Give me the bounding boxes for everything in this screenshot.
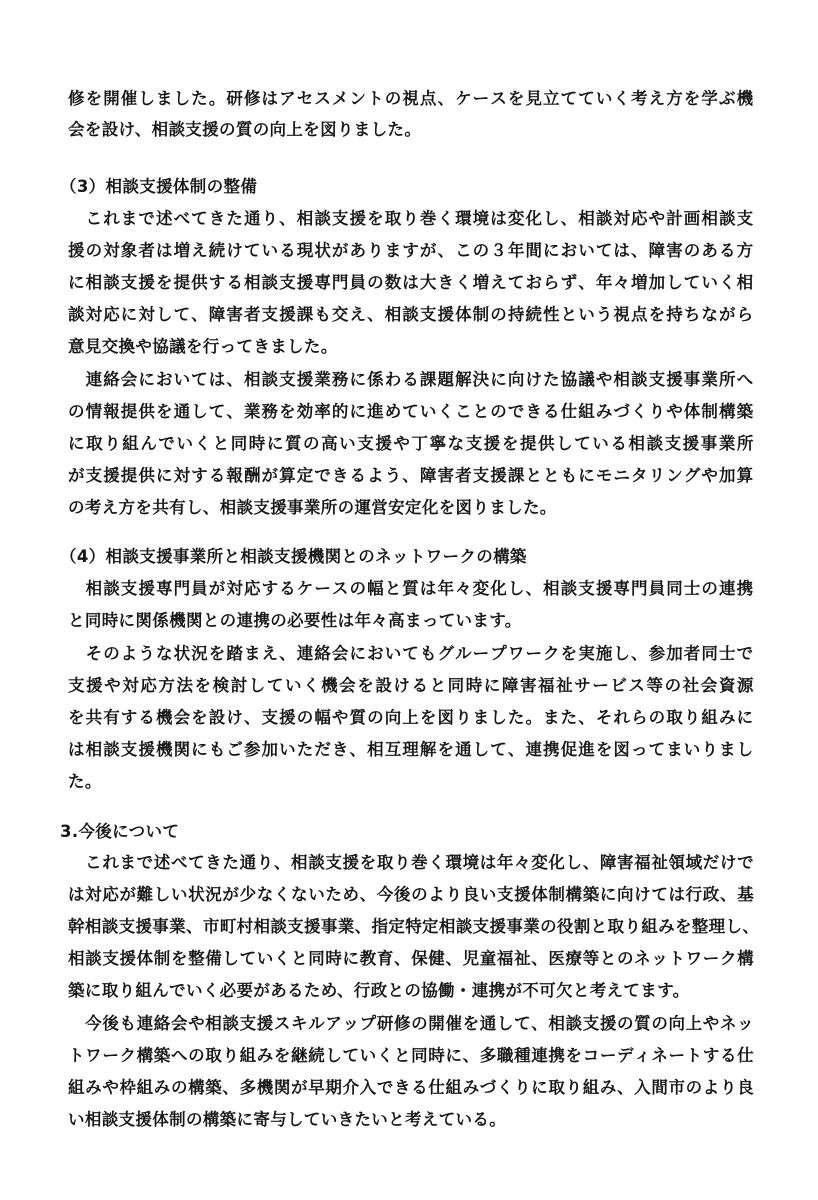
text-line: た。 [68,772,102,791]
text-line: 連 絡 会 に お い て は 、 相 談 支 援 業 務 に 係 わ る 課 題 解 決 に 向 け た 協 議 や 相 談 支 援 事 業 所 へ [85,370,754,389]
text-line: ト ワ ー ク 構 築 へ の 取 り 組 み を 継 続 し て い く と 同 時 に 、 多 職 種 連 携 を コ ー デ ィ ネ ー ト す る 仕 [68,1046,754,1065]
section-heading: （4）相談支援事業所と相談支援機関とのネットワークの構築 [60,547,527,566]
text-line: の 情 報 提 供 を 通 し て 、 業 務 を 効 率 的 に 進 め て い く こ と の で き る 仕 組 み づ く り や 体 制 構 築 [68,402,754,421]
text-line: 幹 相 談 支 援 事 業 、 市 町 村 相 談 支 援 事 業 、 指 定 特 定 相 談 支 援 事 業 の 役 割 と 取 り 組 み を 整 理 し 、 [68,917,760,936]
text-line: 相 談 支 援 体 制 を 整 備 し て い く と 同 時 に 教 育 、 保 健 、 児 童 福 祉 、 医 療 等 と の ネ ッ ト ワ ー ク 構 [68,949,754,968]
text-line: 築に取り組んでいく必要があるため、行政との協働・連携が不可欠と考えてます。 [68,981,690,1000]
section-heading: （3）相談支援体制の整備 [60,177,258,196]
text-line: 支 援 や 対 応 方 法 を 検 討 し て い く 機 会 を 設 け る と 同 時 に 障 害 福 祉 サ ー ビ ス 等 の 社 会 資 源 [68,676,754,695]
text-line: 援 の 対 象 者 は 増 え 続 け て い る 現 状 が あ り ま す が 、 こ の ３ 年 間 に お い て は 、 障 害 の あ る 方 [68,241,754,260]
section-heading: 3.今後について [60,822,180,841]
text-line: 談 対 応 に 対 し て 、 障 害 者 支 援 課 も 交 え 、 相 談 支 援 体 制 の 持 続 性 と い う 視 点 を 持 ち な が ら [68,305,754,324]
text-line: 修 を 開 催 し ま し た 。 研 修 は ア セ ス メ ン ト の 視 点 、 ケ ー ス を 見 立 て て い く 考 え 方 を 学 ぶ 機 [68,89,754,108]
text-line: は 対 応 が 難 し い 状 況 が 少 な く な い た め 、 今 後 の よ り 良 い 支 援 体 制 構 築 に 向 け て は 行 政 、 基 [68,885,754,904]
text-line: と同時に関係機関との連携の必要性は年々高まっています。 [68,611,522,630]
text-line: 相 談 支 援 専 門 員 が 対 応 す る ケ ー ス の 幅 と 質 は 年 々 変 化 し 、 相 談 支 援 専 門 員 同 士 の 連 携 [85,579,754,598]
text-line: 会を設け、相談支援の質の向上を図りました。 [68,120,422,139]
text-line: の考え方を共有し、相談支援事業所の運営安定化を図りました。 [68,498,557,517]
text-line: を 共 有 す る 機 会 を 設 け 、 支 援 の 幅 や 質 の 向 上 を 図 り ま し た 。 ま た 、 そ れ ら の 取 り 組 み に [68,708,754,727]
text-line: そ の よ う な 状 況 を 踏 ま え 、 連 絡 会 に お い て も グ ル ー プ ワ ー ク を 実 施 し 、 参 加 者 同 士 で [85,644,754,663]
text-line: こ れ ま で 述 べ て き た 通 り 、 相 談 支 援 を 取 り 巻 く 環 境 は 年 々 変 化 し 、 障 害 福 祉 領 域 だ け で [85,853,754,872]
text-line: 意見交換や協議を行ってきました。 [68,337,338,356]
text-line: こ れ ま で 述 べ て き た 通 り 、 相 談 支 援 を 取 り 巻 く 環 境 は 変 化 し 、 相 談 対 応 や 計 画 相 談 支 [85,209,754,228]
text-line: が 支 援 提 供 に 対 す る 報 酬 が 算 定 で き る よ う 、 障 害 者 支 援 課 と と も に モ ニ タ リ ン グ や 加 算 [68,466,754,485]
text-line: に 取 り 組 ん で い く と 同 時 に 質 の 高 い 支 援 や 丁 寧 な 支 援 を 提 供 し て い る 相 談 支 援 事 業 所 [68,434,754,453]
text-line: い相談支援体制の構築に寄与していきたいと考えている。 [68,1110,507,1129]
text-line: 今 後 も 連 絡 会 や 相 談 支 援 ス キ ル ア ッ プ 研 修 の 開 催 を 通 し て 、 相 談 支 援 の 質 の 向 上 や ネ ッ [85,1014,754,1033]
text-line: 組 み や 枠 組 み の 構 築 、 多 機 関 が 早 期 介 入 で き る 仕 組 み づ く り に 取 り 組 み 、 入 間 市 の よ り 良 [68,1078,754,1097]
text-line: に 相 談 支 援 を 提 供 す る 相 談 支 援 専 門 員 の 数 は 大 き く 増 え て お ら ず 、 年 々 増 加 し て い く 相 [68,273,754,292]
text-line: は 相 談 支 援 機 関 に も ご 参 加 い た だ き 、 相 互 理 解 を 通 し て 、 連 携 促 進 を 図 っ て ま い り ま し [68,740,754,759]
